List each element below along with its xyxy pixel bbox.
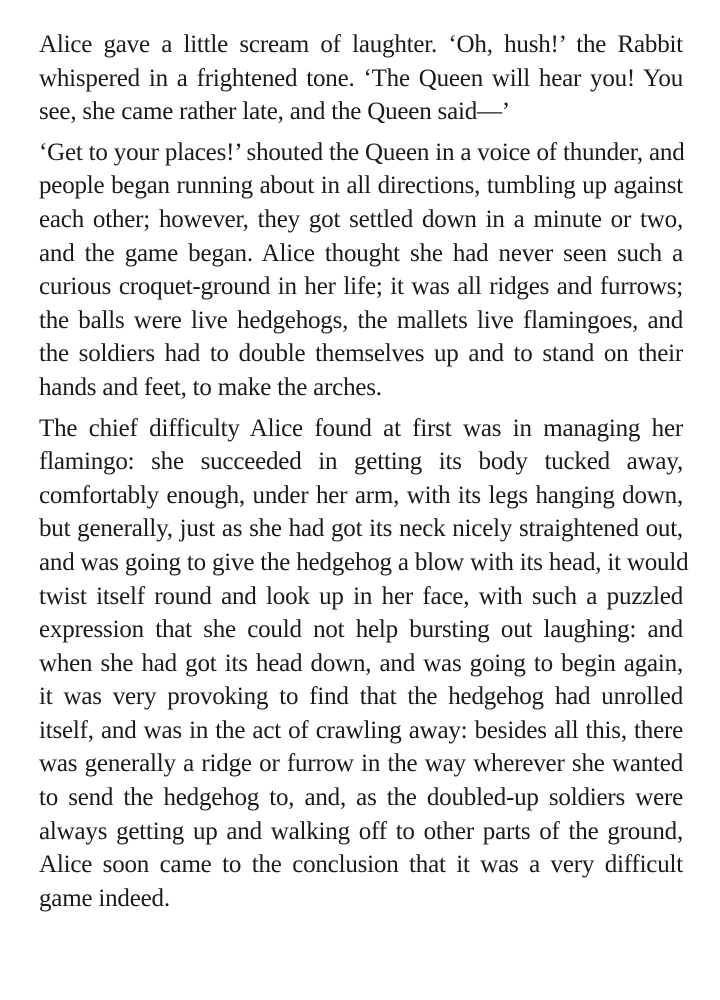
paragraph-1: [39, 28, 683, 129]
text-line: curious croquet-ground in her life; it was all ridges and furrows;: [39, 273, 683, 301]
text-line: and the game began. Alice thought she had never seen such a: [39, 239, 683, 267]
text-line: people began running about in all directions, tumbling up against: [39, 172, 683, 200]
text-line: expression that she could not help bursting out laughing: and: [39, 616, 683, 644]
paragraph-3: [39, 412, 689, 916]
text-line: and was going to give the hedgehog a blow with its head, it would: [39, 548, 689, 576]
text-line: twist itself round and look up in her face, with such a puzzled: [39, 582, 683, 610]
paragraph-2: [39, 136, 683, 405]
text-line: Alice gave a little scream of laughter. ‘Oh, hush!’ the Rabbit: [39, 31, 683, 58]
text-line: flamingo: she succeeded in getting its body tucked away,: [39, 448, 683, 476]
text-line: when she had got its head down, and was going to begin again,: [39, 649, 683, 677]
text-line: game indeed.: [39, 884, 170, 912]
text-line: the soldiers had to double themselves up and to stand on their: [39, 340, 683, 368]
text-line: ‘Get to your places!’ shouted the Queen in a voice of thunder, and: [39, 138, 685, 166]
text-line: whispered in a frightened tone. ‘The Queen will hear you! You: [39, 64, 683, 92]
text-line: it was very provoking to find that the hedgehog had unrolled: [39, 683, 683, 711]
text-line: to send the hedgehog to, and, as the doubled-up soldiers were: [39, 784, 683, 812]
text-line: comfortably enough, under her arm, with its legs hanging down,: [39, 481, 683, 509]
document-page: [39, 28, 689, 922]
text-line: was generally a ridge or furrow in the way wherever she wanted: [39, 750, 683, 778]
text-line: each other; however, they got settled down in a minute or two,: [39, 205, 683, 233]
text-line: see, she came rather late, and the Queen said—’: [39, 98, 510, 126]
text-line: but generally, just as she had got its neck nicely straightened out,: [39, 515, 683, 543]
text-line: Alice soon came to the conclusion that it was a very difficult: [39, 851, 683, 879]
text-line: itself, and was in the act of crawling away: besides all this, there: [39, 716, 683, 744]
text-line: the balls were live hedgehogs, the mallets live flamingoes, and: [39, 306, 683, 334]
text-line: always getting up and walking off to other parts of the ground,: [39, 817, 683, 845]
text-line: hands and feet, to make the arches.: [39, 373, 382, 401]
text-line: The chief difficulty Alice found at first was in managing her: [39, 414, 683, 442]
